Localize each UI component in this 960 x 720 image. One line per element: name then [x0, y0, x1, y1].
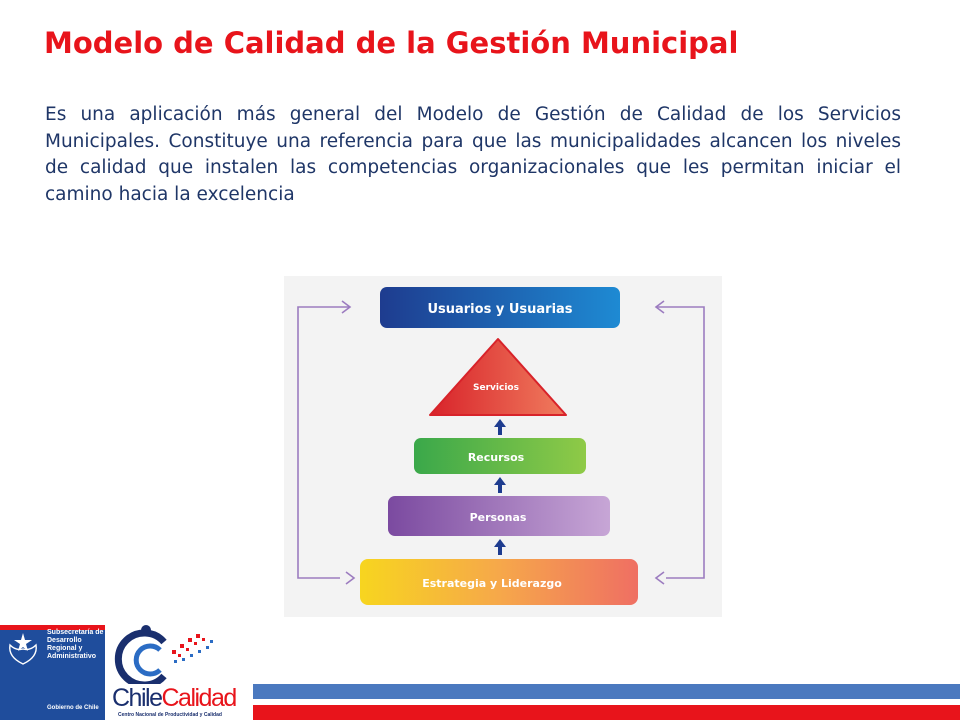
chilecalidad-name	[112, 684, 236, 713]
footer-blue-bar	[253, 684, 960, 699]
chilecalidad-name-calidad: Calidad	[161, 684, 236, 712]
services-label: Servicios	[473, 383, 519, 393]
left-feedback-arrow	[298, 301, 354, 584]
footer-red-bar	[253, 705, 960, 720]
description-paragraph: Es una aplicación más general del Modelo de Gestión de Calidad de los Servicios Municipales. Constituye una referencia para que las municipalidades alcancen los niveles de calidad que instalen las competencias organizacionales que les permitan iniciar el camino hacia la excelencia	[45, 104, 901, 205]
government-logo	[0, 625, 105, 720]
users-box-label: Usuarios y Usuarias	[427, 302, 573, 317]
gov-logo-text: Subsecretaría de Desarrollo Regional y Administrativo	[47, 629, 104, 660]
services-triangle	[430, 339, 566, 415]
page-title: Modelo de Calidad de la Gestión Municipal	[44, 26, 739, 60]
up-arrow-icon	[494, 419, 506, 435]
strategy-label: Estrategia y Liderazgo	[422, 577, 562, 590]
resources-label: Recursos	[467, 451, 525, 464]
coat-of-arms-icon	[4, 631, 42, 667]
people-label: Personas	[469, 511, 527, 524]
up-arrow-icon	[494, 477, 506, 493]
chilecalidad-name-chile: Chile	[112, 684, 162, 712]
gov-logo-footer: Gobierno de Chile	[47, 705, 99, 711]
chilecalidad-emblem-icon	[112, 620, 232, 684]
chilecalidad-subtitle: Centro Nacional de Productividad y Calidad	[118, 712, 222, 718]
right-feedback-arrow	[656, 301, 704, 584]
up-arrow-icon	[494, 539, 506, 555]
chilecalidad-logo	[112, 620, 236, 720]
quality-model-diagram	[284, 276, 722, 617]
